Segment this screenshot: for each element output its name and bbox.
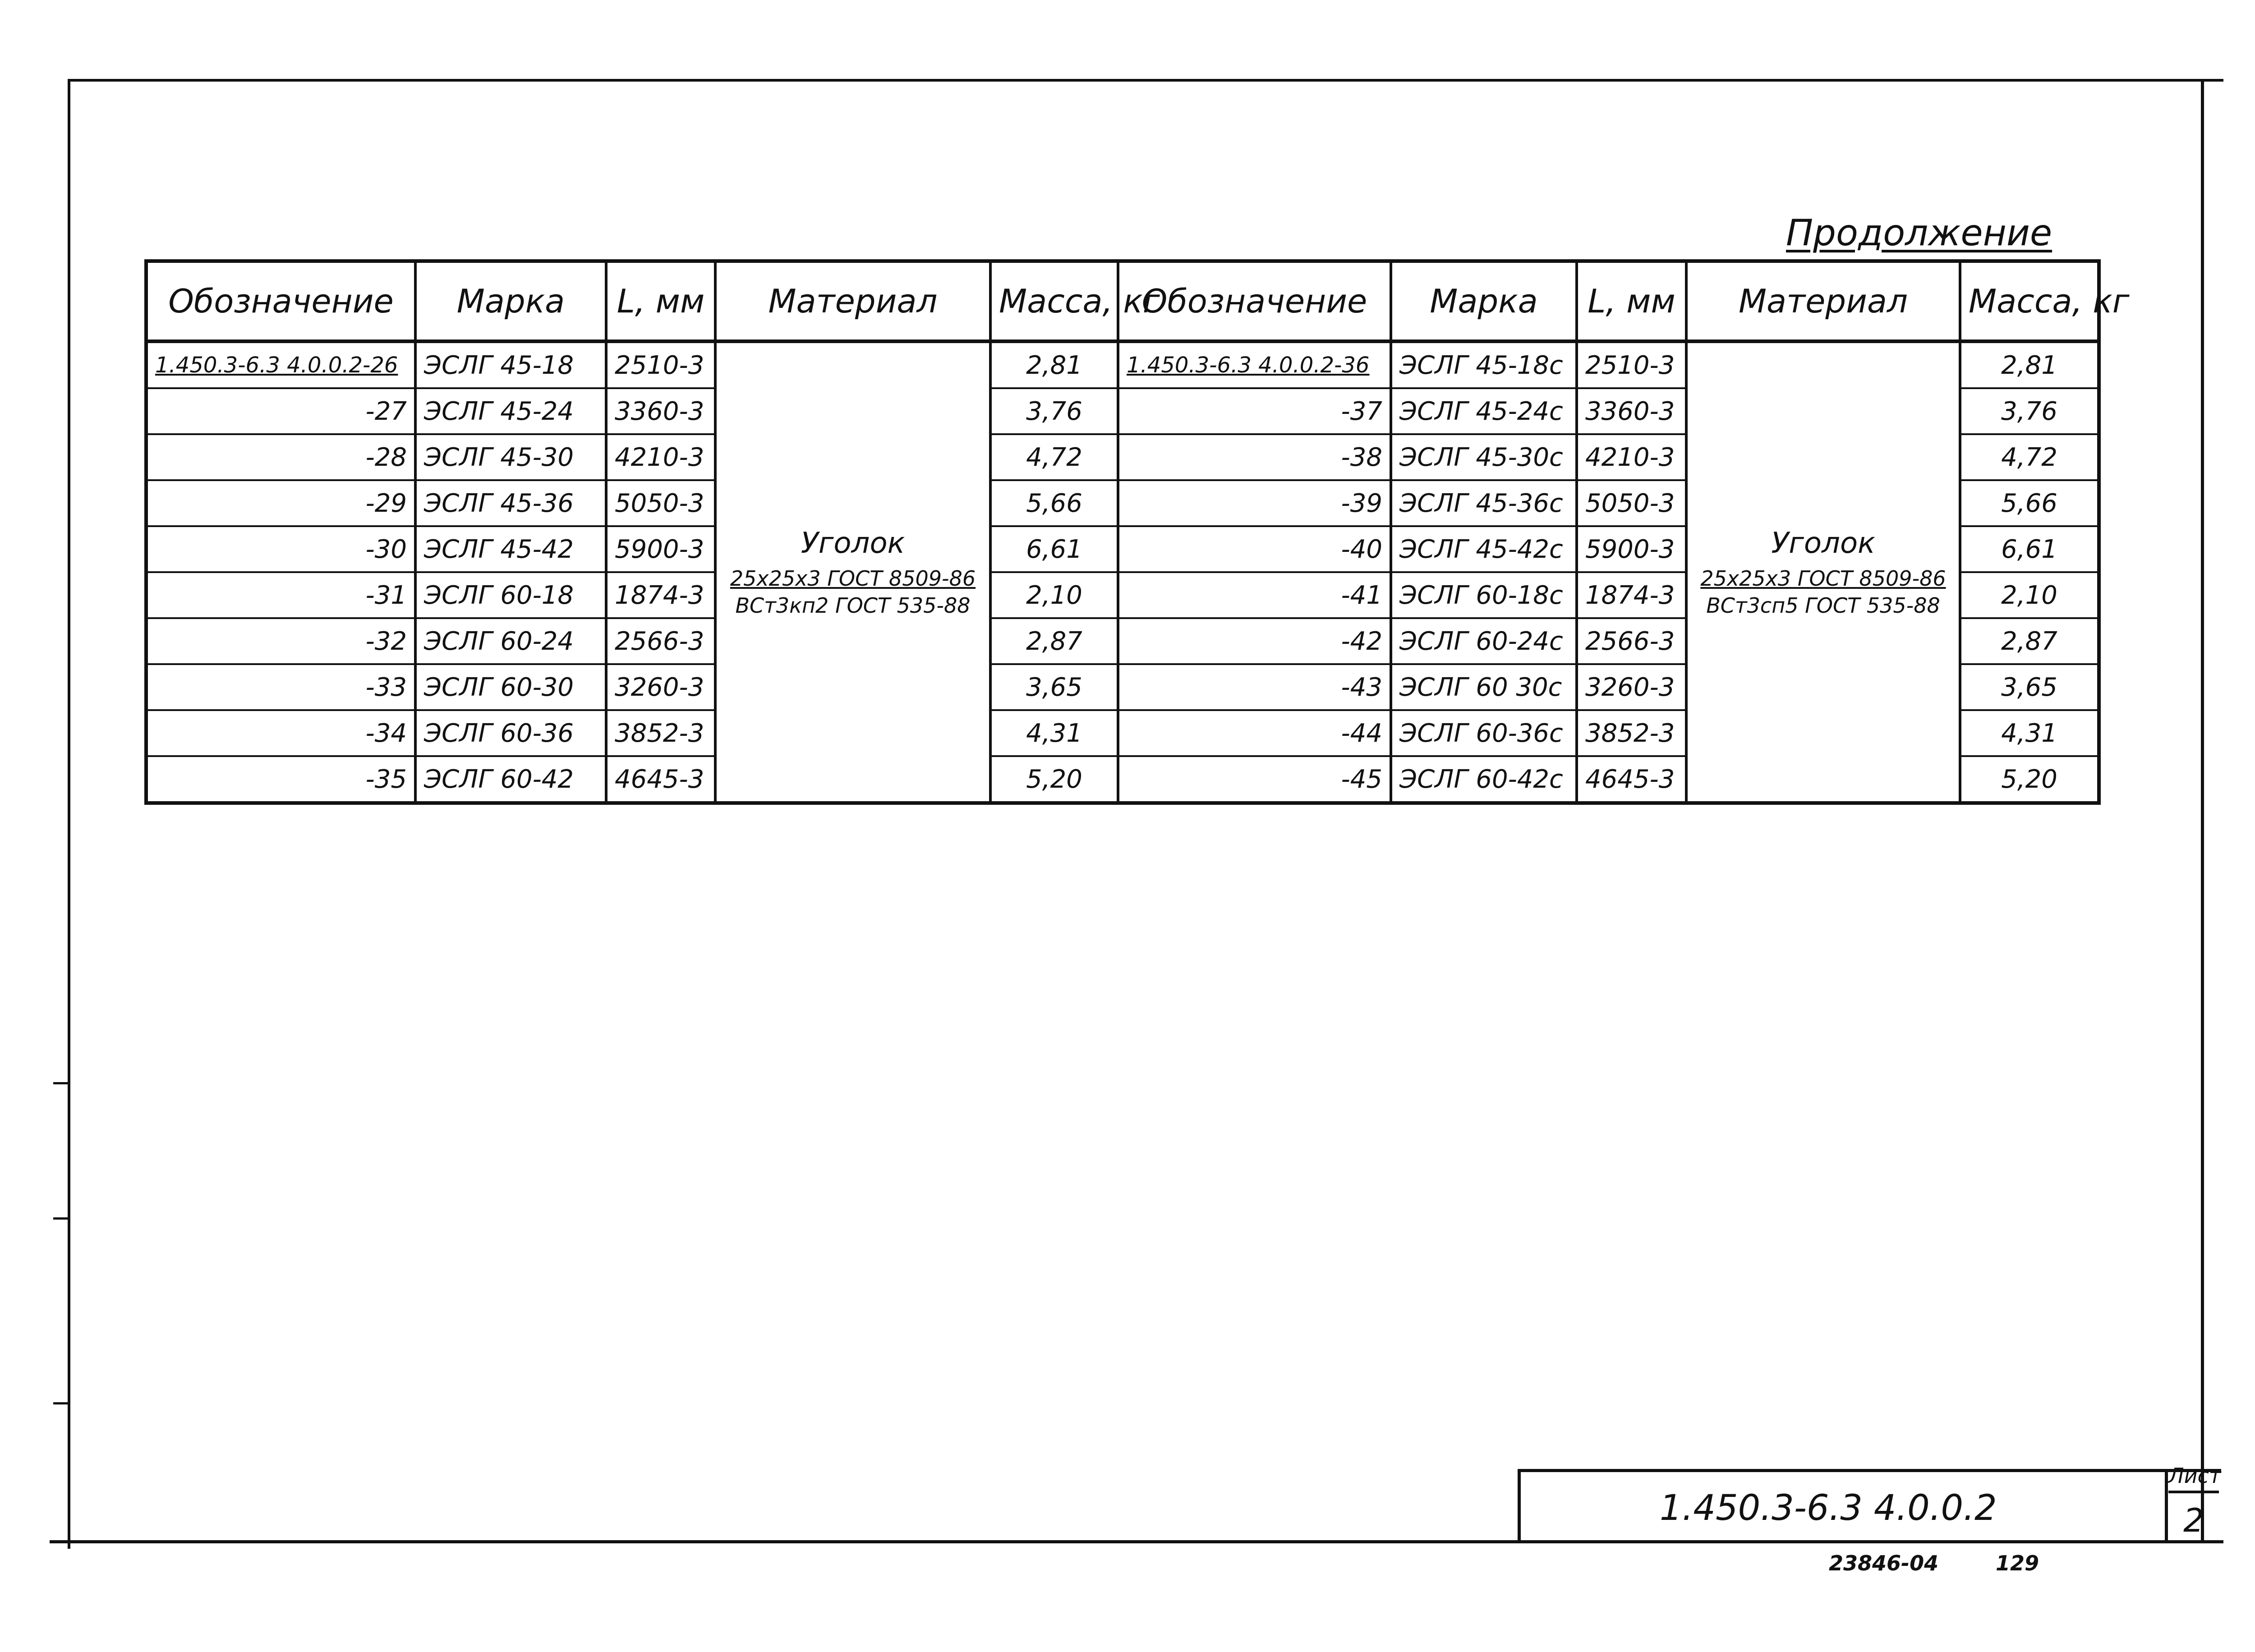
mass-cell: 6,61 — [1960, 526, 2099, 572]
designation-cell: -38 — [1118, 434, 1391, 480]
mass-cell: 5,66 — [990, 480, 1118, 526]
header-material: Материал — [715, 261, 990, 341]
length-cell: 2510-3 — [606, 341, 715, 388]
length-cell: 4645-3 — [606, 756, 715, 803]
length-cell: 5050-3 — [606, 480, 715, 526]
designation-cell: -40 — [1118, 526, 1391, 572]
length-cell: 3852-3 — [606, 710, 715, 756]
mass-cell: 2,10 — [1960, 572, 2099, 618]
mass-cell: 4,31 — [990, 710, 1118, 756]
material-cell-right — [1686, 341, 1960, 803]
page-number: 129 — [1996, 1551, 2039, 1575]
material-name: Уголок — [1771, 527, 1875, 560]
length-cell: 1874-3 — [1577, 572, 1686, 618]
length-cell: 4210-3 — [606, 434, 715, 480]
mass-cell: 5,20 — [1960, 756, 2099, 803]
length-cell: 2566-3 — [1577, 618, 1686, 664]
mass-cell: 6,61 — [990, 526, 1118, 572]
designation-cell: -43 — [1118, 664, 1391, 710]
frame-left-line — [68, 79, 70, 1549]
length-cell: 3852-3 — [1577, 710, 1686, 756]
grade-cell: ЭСЛГ 45-42 — [415, 526, 606, 572]
designation-cell: -34 — [146, 710, 415, 756]
frame-top-line — [68, 79, 2223, 82]
grade-cell: ЭСЛГ 45-30 — [415, 434, 606, 480]
material-name: Уголок — [801, 527, 905, 560]
mass-cell: 3,76 — [990, 388, 1118, 434]
frame-right-line — [2201, 79, 2204, 1543]
length-cell: 3360-3 — [1577, 388, 1686, 434]
designation-cell: -35 — [146, 756, 415, 803]
material-profile: 25x25x3 ГОСТ 8509-86 — [1700, 566, 1946, 591]
designation-cell: -39 — [1118, 480, 1391, 526]
table-row — [146, 341, 2099, 388]
header-grade: Марка — [415, 261, 606, 341]
designation-cell: -44 — [1118, 710, 1391, 756]
mass-cell: 3,65 — [1960, 664, 2099, 710]
material-profile: 25x25x3 ГОСТ 8509-86 — [730, 566, 976, 591]
header-designation: Обозначение — [1118, 261, 1391, 341]
mass-cell: 3,76 — [1960, 388, 2099, 434]
mass-cell: 5,66 — [1960, 480, 2099, 526]
grade-cell: ЭСЛГ 60-36с — [1391, 710, 1577, 756]
sheet-number: 2 — [2183, 1501, 2204, 1539]
length-cell: 3260-3 — [606, 664, 715, 710]
mass-cell: 4,72 — [1960, 434, 2099, 480]
designation-cell: -29 — [146, 480, 415, 526]
header-designation: Обозначение — [146, 261, 415, 341]
grade-cell: ЭСЛГ 60 30с — [1391, 664, 1577, 710]
binding-tick-1 — [53, 1082, 69, 1084]
designation-cell: -33 — [146, 664, 415, 710]
mass-cell: 4,31 — [1960, 710, 2099, 756]
designation-cell: -37 — [1118, 388, 1391, 434]
grade-cell: ЭСЛГ 60-42с — [1391, 756, 1577, 803]
length-cell: 2566-3 — [606, 618, 715, 664]
grade-cell: ЭСЛГ 45-24с — [1391, 388, 1577, 434]
length-cell: 3360-3 — [606, 388, 715, 434]
header-material: Материал — [1686, 261, 1960, 341]
binding-tick-3 — [53, 1402, 69, 1404]
mass-cell: 2,10 — [990, 572, 1118, 618]
mass-cell: 2,81 — [990, 341, 1118, 388]
document-number: 1.450.3-6.3 4.0.0.2 — [1660, 1488, 1997, 1528]
designation-cell: -28 — [146, 434, 415, 480]
grade-cell: ЭСЛГ 60-30 — [415, 664, 606, 710]
length-cell: 4645-3 — [1577, 756, 1686, 803]
grade-cell: ЭСЛГ 60-18 — [415, 572, 606, 618]
binding-tick-2 — [53, 1217, 69, 1220]
length-cell: 2510-3 — [1577, 341, 1686, 388]
header-length: L, мм — [606, 261, 715, 341]
header-mass: Масса, кг — [990, 261, 1118, 341]
mass-cell: 2,81 — [1960, 341, 2099, 388]
grade-cell: ЭСЛГ 45-18с — [1391, 341, 1577, 388]
specification-table — [144, 259, 2130, 805]
designation-cell: 1.450.3-6.3 4.0.0.2-26 — [146, 341, 415, 388]
designation-cell: 1.450.3-6.3 4.0.0.2-36 — [1118, 341, 1391, 388]
grade-cell: ЭСЛГ 45-30с — [1391, 434, 1577, 480]
designation-cell: -27 — [146, 388, 415, 434]
designation-cell: -42 — [1118, 618, 1391, 664]
grade-cell: ЭСЛГ 60-42 — [415, 756, 606, 803]
designation-cell: -30 — [146, 526, 415, 572]
grade-cell: ЭСЛГ 45-36с — [1391, 480, 1577, 526]
grade-cell: ЭСЛГ 45-42с — [1391, 526, 1577, 572]
grade-cell: ЭСЛГ 60-18с — [1391, 572, 1577, 618]
length-cell: 5900-3 — [606, 526, 715, 572]
length-cell: 1874-3 — [606, 572, 715, 618]
mass-cell: 5,20 — [990, 756, 1118, 803]
material-steel: ВСт3кп2 ГОСТ 535-88 — [735, 593, 971, 618]
length-cell: 5900-3 — [1577, 526, 1686, 572]
designation-cell: -41 — [1118, 572, 1391, 618]
header-mass: Масса, кг — [1960, 261, 2099, 341]
mass-cell: 4,72 — [990, 434, 1118, 480]
material-steel: ВСт3сп5 ГОСТ 535-88 — [1706, 593, 1940, 618]
material-cell-left — [715, 341, 990, 803]
table-header-row — [146, 261, 2099, 341]
grade-cell: ЭСЛГ 60-24с — [1391, 618, 1577, 664]
sheet-label: Лист — [2168, 1464, 2219, 1493]
mass-cell: 3,65 — [990, 664, 1118, 710]
length-cell: 5050-3 — [1577, 480, 1686, 526]
grade-cell: ЭСЛГ 45-36 — [415, 480, 606, 526]
grade-cell: ЭСЛГ 60-24 — [415, 618, 606, 664]
designation-cell: -45 — [1118, 756, 1391, 803]
designation-cell: -31 — [146, 572, 415, 618]
header-grade: Марка — [1391, 261, 1577, 341]
header-length: L, мм — [1577, 261, 1686, 341]
mass-cell: 2,87 — [990, 618, 1118, 664]
continuation-label: Продолжение — [1786, 212, 2053, 254]
mass-cell: 2,87 — [1960, 618, 2099, 664]
grade-cell: ЭСЛГ 45-24 — [415, 388, 606, 434]
grade-cell: ЭСЛГ 60-36 — [415, 710, 606, 756]
inventory-number: 23846-04 — [1829, 1551, 1939, 1575]
length-cell: 3260-3 — [1577, 664, 1686, 710]
length-cell: 4210-3 — [1577, 434, 1686, 480]
designation-cell: -32 — [146, 618, 415, 664]
grade-cell: ЭСЛГ 45-18 — [415, 341, 606, 388]
